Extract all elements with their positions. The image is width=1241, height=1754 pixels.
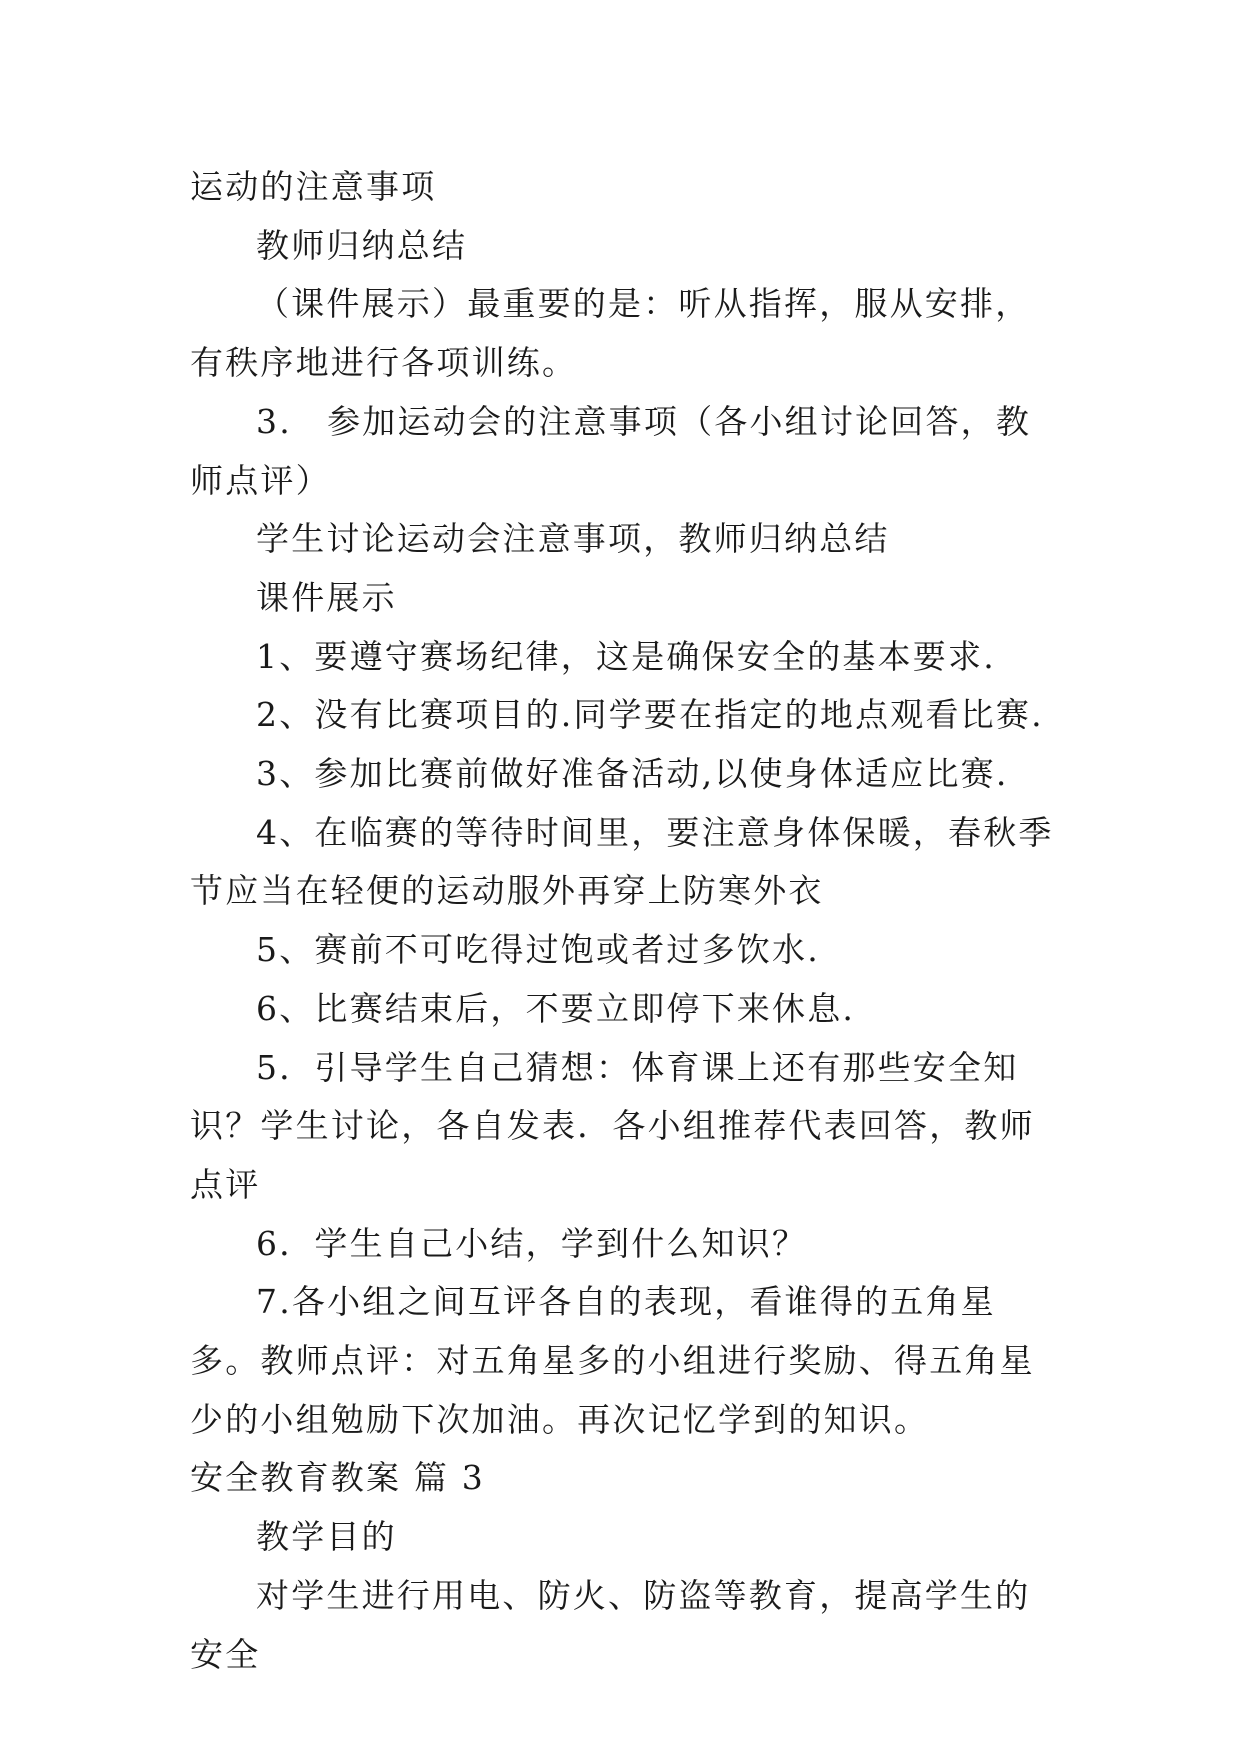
list-item-rule-6: 6、比赛结束后，不要立即停下来休息. xyxy=(256,988,856,1028)
paragraph-courseware-display: 课件展示 xyxy=(256,577,397,617)
paragraph-student-discussion: 学生讨论运动会注意事项，教师归纳总结 xyxy=(256,519,890,559)
document-body xyxy=(190,158,1058,1684)
paragraph-step-6: 6．学生自己小结，学到什么知识？ xyxy=(256,1223,808,1263)
list-item-rule-4: 4、在临赛的等待时间里，要注意身体保暖，春秋季节应当在轻便的运动服外再穿上防寒外衣 xyxy=(190,812,1054,911)
paragraph-step-5: 5．引导学生自己猜想：体育课上还有那些安全知识？学生讨论，各自发表．各小组推荐代表回答，教师点评 xyxy=(190,1047,1035,1204)
paragraph-heading-continued: 运动的注意事项 xyxy=(190,167,437,206)
list-item-rule-2: 2、没有比赛项目的.同学要在指定的地点观看比赛. xyxy=(256,695,1044,735)
paragraph-teaching-goal-text: 对学生进行用电、防火、防盗等教育，提高学生的安全 xyxy=(190,1575,1031,1674)
section-title: 安全教育教案 篇 3 xyxy=(190,1458,485,1498)
paragraph-step-3: 3. 参加运动会的注意事项（各小组讨论回答，教师点评） xyxy=(190,401,1032,500)
subheading-teaching-goal: 教学目的 xyxy=(256,1517,397,1557)
paragraph-step-7: 7.各小组之间互评各自的表现，看谁得的五角星多。教师点评：对五角星多的小组进行奖励、得五角星少的小组勉励下次加油。再次记忆学到的知识。 xyxy=(190,1282,1035,1439)
paragraph-courseware-key-point: （课件展示）最重要的是：听从指挥，服从安排，有秩序地进行各项训练。 xyxy=(190,284,1031,383)
paragraph-teacher-summary: 教师归纳总结 xyxy=(256,225,468,265)
list-item-rule-1: 1、要遵守赛场纪律，这是确保安全的基本要求. xyxy=(256,636,996,676)
list-item-rule-5: 5、赛前不可吃得过饱或者过多饮水. xyxy=(256,930,820,970)
list-item-rule-3: 3、参加比赛前做好准备活动,以使身体适应比赛. xyxy=(256,754,1009,794)
